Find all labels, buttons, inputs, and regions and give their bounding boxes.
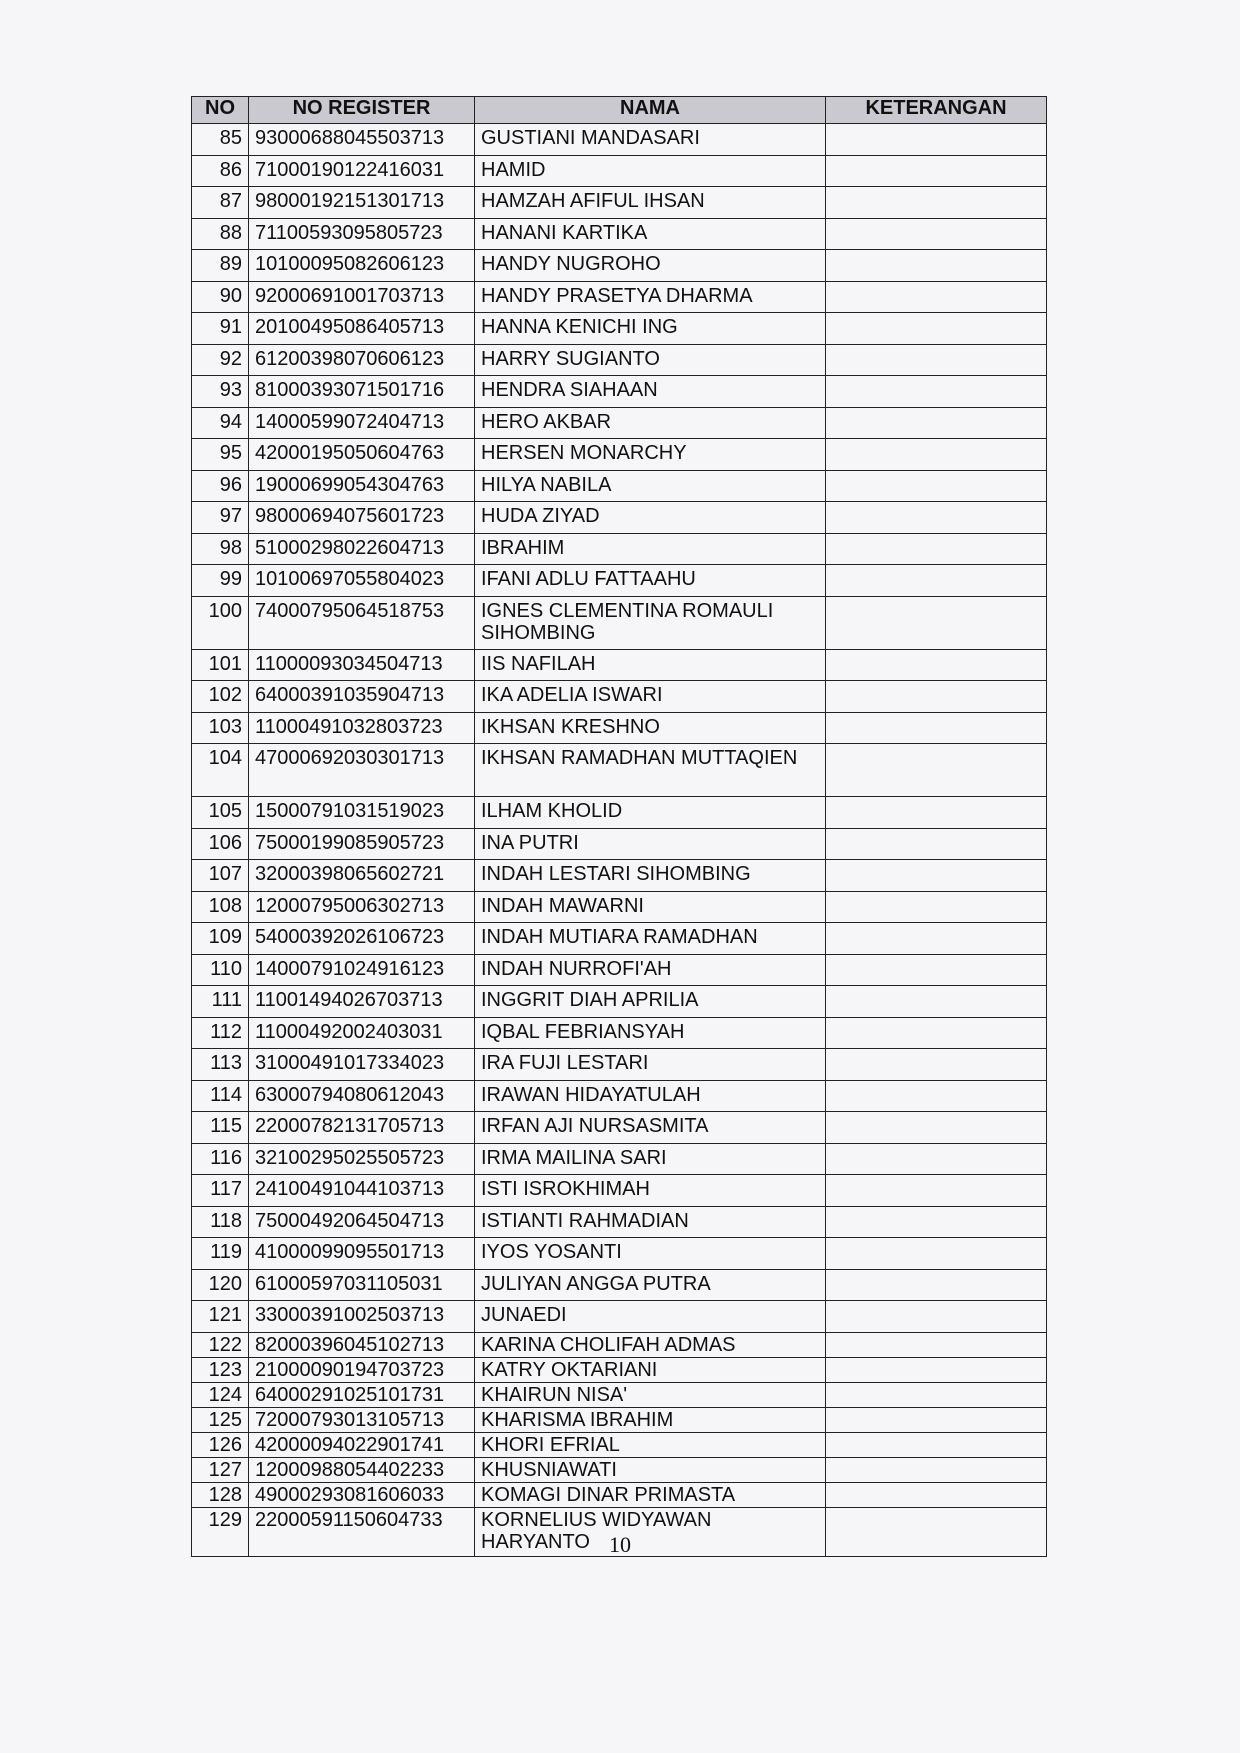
cell-register: 42000195050604763 [249, 439, 475, 471]
cell-no: 89 [192, 250, 249, 282]
cell-keterangan [826, 187, 1047, 219]
cell-keterangan [826, 712, 1047, 744]
cell-nama: KHORI EFRIAL [475, 1432, 826, 1457]
cell-no: 107 [192, 860, 249, 892]
cell-no: 106 [192, 828, 249, 860]
table-row [192, 470, 1047, 502]
cell-nama: HERO AKBAR [475, 407, 826, 439]
cell-no: 90 [192, 281, 249, 313]
cell-keterangan [826, 502, 1047, 534]
cell-keterangan [826, 1269, 1047, 1301]
cell-register: 64000291025101731 [249, 1382, 475, 1407]
cell-keterangan [826, 470, 1047, 502]
cell-keterangan [826, 954, 1047, 986]
cell-no: 95 [192, 439, 249, 471]
table-row [192, 986, 1047, 1018]
cell-register: 12000795006302713 [249, 891, 475, 923]
table-row [192, 828, 1047, 860]
cell-no: 110 [192, 954, 249, 986]
cell-no: 91 [192, 313, 249, 345]
cell-register: 14000791024916123 [249, 954, 475, 986]
table-row [192, 533, 1047, 565]
cell-no: 99 [192, 565, 249, 597]
cell-nama: IGNES CLEMENTINA ROMAULI SIHOMBING [475, 596, 826, 649]
table-row [192, 155, 1047, 187]
page-number: 10 [609, 1532, 631, 1557]
table-row [192, 1017, 1047, 1049]
cell-register: 10100697055804023 [249, 565, 475, 597]
cell-nama: GUSTIANI MANDASARI [475, 124, 826, 156]
register-table [191, 96, 1047, 1557]
cell-nama: HAMZAH AFIFUL IHSAN [475, 187, 826, 219]
cell-nama: HENDRA SIAHAAN [475, 376, 826, 408]
cell-register: 92000691001703713 [249, 281, 475, 313]
table-row [192, 250, 1047, 282]
cell-no: 105 [192, 797, 249, 829]
cell-no: 108 [192, 891, 249, 923]
cell-nama: IFANI ADLU FATTAAHU [475, 565, 826, 597]
cell-nama: IIS NAFILAH [475, 649, 826, 681]
cell-no: 87 [192, 187, 249, 219]
table-row [192, 1301, 1047, 1333]
cell-register: 15000791031519023 [249, 797, 475, 829]
cell-nama: JUNAEDI [475, 1301, 826, 1333]
cell-register: 32100295025505723 [249, 1143, 475, 1175]
cell-register: 22000591150604733 [249, 1507, 475, 1556]
cell-nama: ILHAM KHOLID [475, 797, 826, 829]
cell-register: 12000988054402233 [249, 1457, 475, 1482]
table-row [192, 1175, 1047, 1207]
cell-keterangan [826, 313, 1047, 345]
cell-no: 126 [192, 1432, 249, 1457]
cell-register: 93000688045503713 [249, 124, 475, 156]
cell-no: 94 [192, 407, 249, 439]
cell-keterangan [826, 533, 1047, 565]
cell-nama: INGGRIT DIAH APRILIA [475, 986, 826, 1018]
cell-nama: KHARISMA IBRAHIM [475, 1407, 826, 1432]
cell-nama: HANANI KARTIKA [475, 218, 826, 250]
cell-nama: JULIYAN ANGGA PUTRA [475, 1269, 826, 1301]
table-row [192, 407, 1047, 439]
cell-keterangan [826, 1206, 1047, 1238]
cell-register: 22000782131705713 [249, 1112, 475, 1144]
header-no: NO [192, 97, 249, 124]
table-row [192, 712, 1047, 744]
cell-register: 72000793013105713 [249, 1407, 475, 1432]
table-row [192, 1332, 1047, 1357]
cell-register: 71000190122416031 [249, 155, 475, 187]
cell-no: 111 [192, 986, 249, 1018]
cell-no: 127 [192, 1457, 249, 1482]
table-row [192, 313, 1047, 345]
cell-nama: IKHSAN KRESHNO [475, 712, 826, 744]
cell-nama: IKA ADELIA ISWARI [475, 681, 826, 713]
cell-keterangan [826, 596, 1047, 649]
cell-no: 129 [192, 1507, 249, 1556]
cell-no: 102 [192, 681, 249, 713]
cell-register: 10100095082606123 [249, 250, 475, 282]
table-row [192, 439, 1047, 471]
table-row [192, 1457, 1047, 1482]
cell-no: 119 [192, 1238, 249, 1270]
table-row [192, 1206, 1047, 1238]
cell-no: 104 [192, 744, 249, 797]
cell-keterangan [826, 891, 1047, 923]
cell-keterangan [826, 744, 1047, 797]
cell-nama: INDAH MAWARNI [475, 891, 826, 923]
cell-register: 64000391035904713 [249, 681, 475, 713]
cell-register: 24100491044103713 [249, 1175, 475, 1207]
cell-keterangan [826, 1332, 1047, 1357]
cell-keterangan [826, 565, 1047, 597]
cell-keterangan [826, 1407, 1047, 1432]
cell-no: 88 [192, 218, 249, 250]
cell-nama: KATRY OKTARIANI [475, 1357, 826, 1382]
cell-keterangan [826, 1017, 1047, 1049]
cell-nama: HANNA KENICHI ING [475, 313, 826, 345]
cell-nama: KOMAGI DINAR PRIMASTA [475, 1482, 826, 1507]
cell-no: 101 [192, 649, 249, 681]
cell-keterangan [826, 218, 1047, 250]
cell-keterangan [826, 1382, 1047, 1407]
cell-register: 98000694075601723 [249, 502, 475, 534]
cell-nama: IRAWAN HIDAYATULAH [475, 1080, 826, 1112]
cell-nama: KHAIRUN NISA' [475, 1382, 826, 1407]
cell-nama: IRMA MAILINA SARI [475, 1143, 826, 1175]
table-row [192, 797, 1047, 829]
cell-nama: IYOS YOSANTI [475, 1238, 826, 1270]
cell-register: 31000491017334023 [249, 1049, 475, 1081]
table-header [192, 97, 1047, 124]
cell-register: 63000794080612043 [249, 1080, 475, 1112]
cell-keterangan [826, 250, 1047, 282]
cell-nama: IKHSAN RAMADHAN MUTTAQIEN [475, 744, 826, 797]
cell-keterangan [826, 1457, 1047, 1482]
table-row [192, 1112, 1047, 1144]
cell-nama: KARINA CHOLIFAH ADMAS [475, 1332, 826, 1357]
cell-keterangan [826, 155, 1047, 187]
cell-no: 120 [192, 1269, 249, 1301]
cell-no: 86 [192, 155, 249, 187]
cell-nama: HILYA NABILA [475, 470, 826, 502]
cell-register: 20100495086405713 [249, 313, 475, 345]
cell-register: 41000099095501713 [249, 1238, 475, 1270]
cell-nama: HANDY PRASETYA DHARMA [475, 281, 826, 313]
cell-no: 122 [192, 1332, 249, 1357]
cell-register: 11001494026703713 [249, 986, 475, 1018]
cell-keterangan [826, 1357, 1047, 1382]
cell-keterangan [826, 281, 1047, 313]
cell-register: 54000392026106723 [249, 923, 475, 955]
cell-keterangan [826, 124, 1047, 156]
cell-register: 51000298022604713 [249, 533, 475, 565]
table-row [192, 187, 1047, 219]
cell-no: 115 [192, 1112, 249, 1144]
header-no-register: NO REGISTER [249, 97, 475, 124]
table-row [192, 502, 1047, 534]
cell-keterangan [826, 1112, 1047, 1144]
cell-nama: HERSEN MONARCHY [475, 439, 826, 471]
table-row [192, 1238, 1047, 1270]
cell-no: 123 [192, 1357, 249, 1382]
table-row [192, 124, 1047, 156]
cell-keterangan [826, 1432, 1047, 1457]
header-nama: NAMA [475, 97, 826, 124]
cell-nama: HAMID [475, 155, 826, 187]
cell-no: 125 [192, 1407, 249, 1432]
cell-keterangan [826, 439, 1047, 471]
cell-nama: HANDY NUGROHO [475, 250, 826, 282]
cell-nama: KHUSNIAWATI [475, 1457, 826, 1482]
cell-nama: KORNELIUS WIDYAWAN HARYANTO [475, 1507, 826, 1556]
cell-no: 121 [192, 1301, 249, 1333]
table-row [192, 860, 1047, 892]
cell-keterangan [826, 681, 1047, 713]
cell-register: 81000393071501716 [249, 376, 475, 408]
table-row [192, 744, 1047, 797]
cell-register: 75000492064504713 [249, 1206, 475, 1238]
cell-no: 109 [192, 923, 249, 955]
cell-no: 113 [192, 1049, 249, 1081]
cell-keterangan [826, 376, 1047, 408]
cell-keterangan [826, 649, 1047, 681]
table-row [192, 376, 1047, 408]
table-row [192, 281, 1047, 313]
cell-nama: IRA FUJI LESTARI [475, 1049, 826, 1081]
cell-keterangan [826, 1301, 1047, 1333]
cell-register: 71100593095805723 [249, 218, 475, 250]
cell-no: 116 [192, 1143, 249, 1175]
table-row [192, 1357, 1047, 1382]
cell-no: 112 [192, 1017, 249, 1049]
table-row [192, 954, 1047, 986]
cell-no: 92 [192, 344, 249, 376]
cell-keterangan [826, 986, 1047, 1018]
header-keterangan: KETERANGAN [826, 97, 1047, 124]
cell-keterangan [826, 923, 1047, 955]
cell-nama: INDAH MUTIARA RAMADHAN [475, 923, 826, 955]
cell-keterangan [826, 1482, 1047, 1507]
cell-no: 93 [192, 376, 249, 408]
table-row [192, 649, 1047, 681]
cell-register: 49000293081606033 [249, 1482, 475, 1507]
cell-register: 19000699054304763 [249, 470, 475, 502]
cell-keterangan [826, 1238, 1047, 1270]
cell-keterangan [826, 828, 1047, 860]
cell-register: 61000597031105031 [249, 1269, 475, 1301]
table-row [192, 891, 1047, 923]
cell-no: 124 [192, 1382, 249, 1407]
cell-register: 61200398070606123 [249, 344, 475, 376]
table-row [192, 1080, 1047, 1112]
table-row [192, 1432, 1047, 1457]
cell-register: 11000491032803723 [249, 712, 475, 744]
cell-register: 82000396045102713 [249, 1332, 475, 1357]
table-row [192, 1143, 1047, 1175]
cell-nama: INDAH LESTARI SIHOMBING [475, 860, 826, 892]
cell-keterangan [826, 797, 1047, 829]
table-row [192, 1407, 1047, 1432]
table-row [192, 923, 1047, 955]
cell-register: 21000090194703723 [249, 1357, 475, 1382]
cell-register: 11000093034504713 [249, 649, 475, 681]
table-row [192, 681, 1047, 713]
cell-keterangan [826, 1143, 1047, 1175]
table-row [192, 1269, 1047, 1301]
table-row [192, 565, 1047, 597]
cell-register: 11000492002403031 [249, 1017, 475, 1049]
cell-keterangan [826, 407, 1047, 439]
cell-register: 74000795064518753 [249, 596, 475, 649]
cell-keterangan [826, 1049, 1047, 1081]
cell-nama: IQBAL FEBRIANSYAH [475, 1017, 826, 1049]
table-row [192, 1049, 1047, 1081]
cell-register: 42000094022901741 [249, 1432, 475, 1457]
cell-nama: IRFAN AJI NURSASMITA [475, 1112, 826, 1144]
cell-keterangan [826, 1080, 1047, 1112]
cell-register: 47000692030301713 [249, 744, 475, 797]
table-row [192, 596, 1047, 649]
cell-no: 98 [192, 533, 249, 565]
cell-no: 96 [192, 470, 249, 502]
cell-no: 114 [192, 1080, 249, 1112]
cell-no: 103 [192, 712, 249, 744]
cell-no: 97 [192, 502, 249, 534]
cell-no: 128 [192, 1482, 249, 1507]
cell-nama: ISTIANTI RAHMADIAN [475, 1206, 826, 1238]
cell-nama: ISTI ISROKHIMAH [475, 1175, 826, 1207]
cell-no: 85 [192, 124, 249, 156]
cell-nama: INDAH NURROFI'AH [475, 954, 826, 986]
table-row [192, 344, 1047, 376]
cell-no: 118 [192, 1206, 249, 1238]
cell-nama: IBRAHIM [475, 533, 826, 565]
cell-no: 100 [192, 596, 249, 649]
cell-nama: HARRY SUGIANTO [475, 344, 826, 376]
cell-register: 14000599072404713 [249, 407, 475, 439]
cell-nama: INA PUTRI [475, 828, 826, 860]
table-row [192, 1382, 1047, 1407]
cell-register: 75000199085905723 [249, 828, 475, 860]
table-body [192, 124, 1047, 1557]
cell-no: 117 [192, 1175, 249, 1207]
cell-register: 33000391002503713 [249, 1301, 475, 1333]
cell-nama: HUDA ZIYAD [475, 502, 826, 534]
cell-register: 98000192151301713 [249, 187, 475, 219]
table-row [192, 1482, 1047, 1507]
table-row [192, 218, 1047, 250]
cell-keterangan [826, 344, 1047, 376]
cell-register: 32000398065602721 [249, 860, 475, 892]
cell-keterangan [826, 860, 1047, 892]
cell-keterangan [826, 1175, 1047, 1207]
